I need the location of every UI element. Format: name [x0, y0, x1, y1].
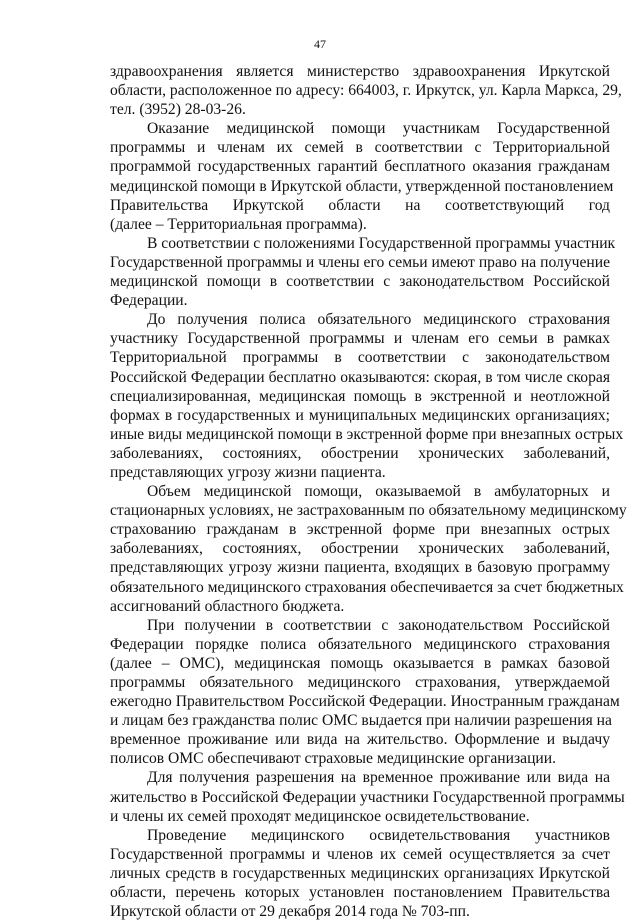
- text-line: (далее – ОМС), медицинская помощь оказывается в рамках базовой: [110, 654, 610, 672]
- text-line: представляющих угрозу жизни пациента, входящих в базовую программу: [110, 559, 610, 577]
- text-line: временное проживание или вида на жительство. Оформление и выдачу: [110, 731, 610, 749]
- text-line: полисов ОМС обеспечивают страховые медицинские организации.: [110, 750, 557, 768]
- paragraph: [110, 119, 614, 234]
- text-line: медицинской помощи в соответствии с законодательством Российской: [110, 273, 610, 291]
- text-line: ассигнований областного бюджета.: [110, 597, 345, 615]
- text-line: здравоохранения является министерство здравоохранения Иркутской: [110, 63, 610, 80]
- paragraph: [110, 826, 610, 921]
- text-line: Для получения разрешения на временное проживание или вида на: [147, 769, 610, 787]
- text-line: Правительства Иркутской области на соответствующий год: [110, 196, 610, 214]
- text-line: Оказание медицинской помощи участникам Государственной: [147, 120, 610, 138]
- text-line: программы обязательного медицинского страхования, утверждаемой: [110, 674, 610, 691]
- text-line: страхованию гражданам в экстренной форме при внезапных острых: [110, 521, 610, 539]
- text-line: ежегодно Правительством Российской Федерации. Иностранным гражданам: [110, 693, 620, 711]
- text-line: обязательного медицинского страхования обеспечивается за счет бюджетных: [110, 578, 624, 596]
- text-line: и члены их семей проходят медицинское освидетельствование.: [110, 807, 530, 825]
- text-line: Объем медицинской помощи, оказываемой в амбулаторных и: [147, 483, 610, 501]
- text-line: жительство в Российской Федерации участники Государственной программы: [110, 788, 625, 806]
- text-line: Проведение медицинского освидетельствования участников: [147, 826, 610, 844]
- paragraph: [110, 616, 620, 769]
- text-line: программы и членам их семей в соответствии с Территориальной: [110, 139, 610, 157]
- text-line: личных средств в государственных медицинских организациях Иркутской: [110, 864, 610, 882]
- paragraph: [110, 768, 625, 825]
- text-line: медицинской помощи в Иркутской области, утвержденной постановлением: [110, 177, 614, 195]
- text-line: В соответствии с положениями Государственной программы участник: [147, 234, 616, 252]
- document-body: [110, 62, 627, 921]
- text-line: участнику Государственной программы и членам его семьи в рамках: [110, 330, 610, 348]
- text-line: До получения полиса обязательного медицинского страхования: [147, 311, 610, 329]
- paragraph: [110, 482, 627, 616]
- text-line: области, перечень которых установлен постановлением Правительства: [110, 884, 610, 902]
- text-line: При получении в соответствии с законодательством Российской: [147, 616, 610, 634]
- text-line: (далее – Территориальная программа).: [110, 215, 367, 233]
- paragraph: [110, 234, 616, 310]
- text-line: Территориальной программы в соответствии с законодательством: [110, 349, 610, 367]
- text-line: заболеваниях, состояниях, обострении хронических заболеваний,: [110, 444, 610, 462]
- text-line: программой государственных гарантий бесплатного оказания гражданам: [110, 158, 610, 176]
- text-line: области, расположенное по адресу: 664003, г. Иркутск, ул. Карла Маркса, 29,: [110, 82, 622, 100]
- text-line: Федерации.: [110, 292, 188, 310]
- text-line: стационарных условиях, не застрахованным по обязательному медицинскому: [110, 502, 627, 520]
- text-line: иные виды медицинской помощи в экстренной форме при внезапных острых: [110, 425, 624, 443]
- page-number: 47: [314, 37, 326, 51]
- text-line: Государственной программы и членов их семей осуществляется за счет: [110, 845, 610, 863]
- text-line: Федерации порядке полиса обязательного медицинского страхования: [110, 635, 610, 653]
- text-line: формах в государственных и муниципальных медицинских организациях;: [110, 406, 610, 424]
- text-line: Иркутской области от 29 декабря 2014 года № 703-пп.: [110, 903, 470, 921]
- text-line: Российской Федерации бесплатно оказываются: скорая, в том числе скорая: [110, 368, 610, 386]
- text-line: Государственной программы и члены его семьи имеют право на получение: [110, 253, 610, 271]
- paragraph: [110, 62, 622, 119]
- text-line: специализированная, медицинская помощь в экстренной и неотложной: [110, 387, 610, 405]
- paragraph: [110, 310, 624, 482]
- text-line: и лицам без гражданства полис ОМС выдается при наличии разрешения на: [110, 712, 612, 730]
- text-line: заболеваниях, состояниях, обострении хронических заболеваний,: [110, 540, 610, 558]
- text-line: представляющих угрозу жизни пациента.: [110, 463, 386, 481]
- text-line: тел. (3952) 28-03-26.: [110, 101, 246, 119]
